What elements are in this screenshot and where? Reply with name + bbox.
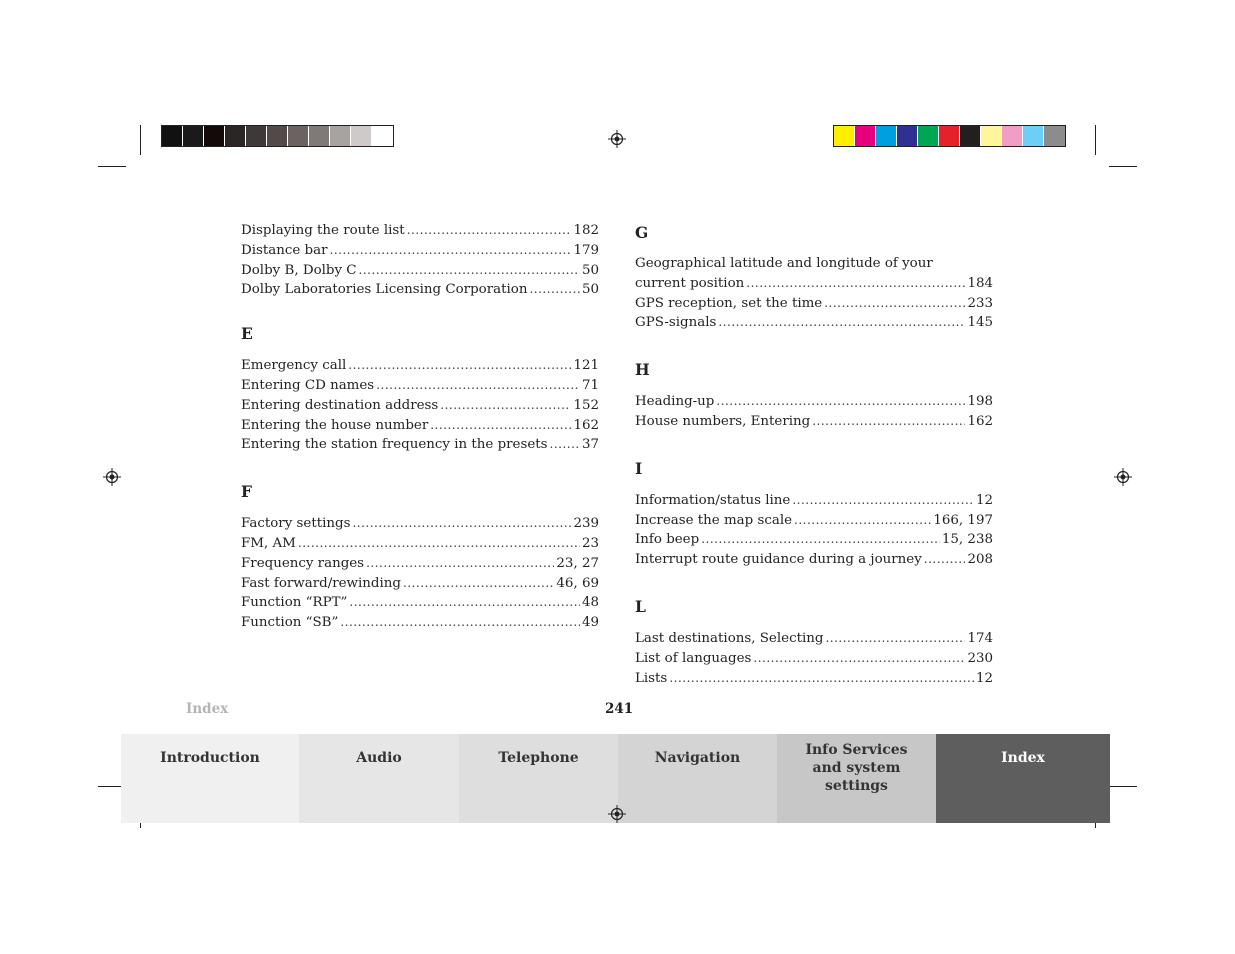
color-swatch (330, 126, 351, 146)
index-entry[interactable]: GPS reception, set the time ..... 233 (635, 294, 993, 314)
color-swatch (162, 126, 183, 146)
index-entry[interactable]: House numbers, Entering ..... 162 (635, 412, 993, 432)
color-swatch (267, 126, 288, 146)
color-swatch (225, 126, 246, 146)
color-swatch (288, 126, 309, 146)
index-entry[interactable]: Dolby Laboratories Licensing Corporation ..... 50 (241, 280, 599, 300)
registration-mark-icon (103, 468, 121, 486)
index-entry[interactable]: Info beep ..... 15, 238 (635, 530, 993, 550)
index-section-g (635, 224, 993, 333)
footer-section-label: Index (186, 701, 229, 717)
color-swatch (960, 126, 981, 146)
index-entry[interactable]: Lists ..... 12 (635, 669, 993, 689)
grayscale-color-bar (161, 125, 394, 147)
registration-mark-icon (1114, 468, 1132, 486)
index-right-column (635, 224, 993, 716)
index-entry[interactable]: Increase the map scale ..... 166, 197 (635, 511, 993, 531)
index-entry[interactable]: Fast forward/rewinding ..... 46, 69 (241, 574, 599, 594)
index-entry[interactable]: Function “SB” ..... 49 (241, 613, 599, 633)
color-swatch (939, 126, 960, 146)
crop-mark (98, 166, 126, 167)
color-swatch (372, 126, 393, 146)
color-swatch (876, 126, 897, 146)
index-entry-first-line[interactable]: Geographical latitude and longitude of your (635, 256, 933, 271)
crop-mark (1109, 786, 1137, 787)
tab-introduction[interactable]: Introduction (121, 734, 299, 823)
index-entry[interactable]: Heading-up ..... 198 (635, 392, 993, 412)
color-swatch (309, 126, 330, 146)
index-entry[interactable]: Function “RPT” ..... 48 (241, 593, 599, 613)
index-section-f (241, 483, 599, 633)
process-color-bar (833, 125, 1066, 147)
section-letter: I (635, 458, 643, 478)
index-entry[interactable]: Entering destination address ..... 152 (241, 396, 599, 416)
index-entry[interactable]: Distance bar ..... 179 (241, 241, 599, 261)
index-entry[interactable]: List of languages ..... 230 (635, 649, 993, 669)
color-swatch (981, 126, 1002, 146)
index-entry[interactable]: FM, AM ..... 23 (241, 534, 599, 554)
index-entry[interactable]: Frequency ranges ..... 23, 27 (241, 554, 599, 574)
section-letter: E (241, 324, 253, 344)
index-section-d-continued (241, 221, 599, 300)
page-number: 241 (605, 701, 634, 717)
tab-index[interactable]: Index (936, 734, 1110, 823)
color-swatch (1023, 126, 1044, 146)
index-left-column (241, 221, 599, 661)
tab-info-services[interactable]: Info Services and system settings (777, 734, 936, 823)
index-entry[interactable]: Dolby B, Dolby C ..... 50 (241, 261, 599, 281)
crop-mark (1109, 166, 1137, 167)
section-letter: F (241, 482, 253, 502)
index-entry[interactable]: Entering the station frequency in the presets ..... 37 (241, 435, 599, 455)
index-entry[interactable]: current position ..... 184 (635, 274, 993, 294)
section-letter: L (635, 596, 646, 616)
color-swatch (834, 126, 855, 146)
index-entry[interactable]: Last destinations, Selecting ..... 174 (635, 629, 993, 649)
index-entry[interactable]: Emergency call ..... 121 (241, 356, 599, 376)
color-swatch (1044, 126, 1065, 146)
color-swatch (1002, 126, 1023, 146)
section-letter: G (635, 223, 649, 242)
color-swatch (897, 126, 918, 146)
tab-telephone[interactable]: Telephone (459, 734, 618, 823)
index-entry[interactable]: Displaying the route list ..... 182 (241, 221, 599, 241)
tab-navigation[interactable]: Navigation (618, 734, 777, 823)
color-swatch (246, 126, 267, 146)
color-swatch (183, 126, 204, 146)
crop-mark (140, 125, 141, 155)
index-entry[interactable]: GPS-signals ..... 145 (635, 313, 993, 333)
index-entry[interactable]: Information/status line ..... 12 (635, 491, 993, 511)
index-entry[interactable]: Factory settings ..... 239 (241, 514, 599, 534)
color-swatch (351, 126, 372, 146)
index-section-l (635, 598, 993, 688)
color-swatch (918, 126, 939, 146)
index-entry[interactable]: Entering the house number ..... 162 (241, 416, 599, 436)
section-letter: H (635, 360, 650, 380)
registration-mark-icon (608, 130, 626, 148)
crop-mark (1095, 125, 1096, 155)
color-swatch (204, 126, 225, 146)
index-entry[interactable]: Interrupt route guidance during a journey ..... 208 (635, 550, 993, 570)
index-entry[interactable]: Entering CD names ..... 71 (241, 376, 599, 396)
index-section-e (241, 325, 599, 455)
color-swatch (855, 126, 876, 146)
index-section-h (635, 361, 993, 432)
registration-mark-icon (608, 805, 626, 823)
index-section-i (635, 460, 993, 570)
tab-audio[interactable]: Audio (299, 734, 459, 823)
